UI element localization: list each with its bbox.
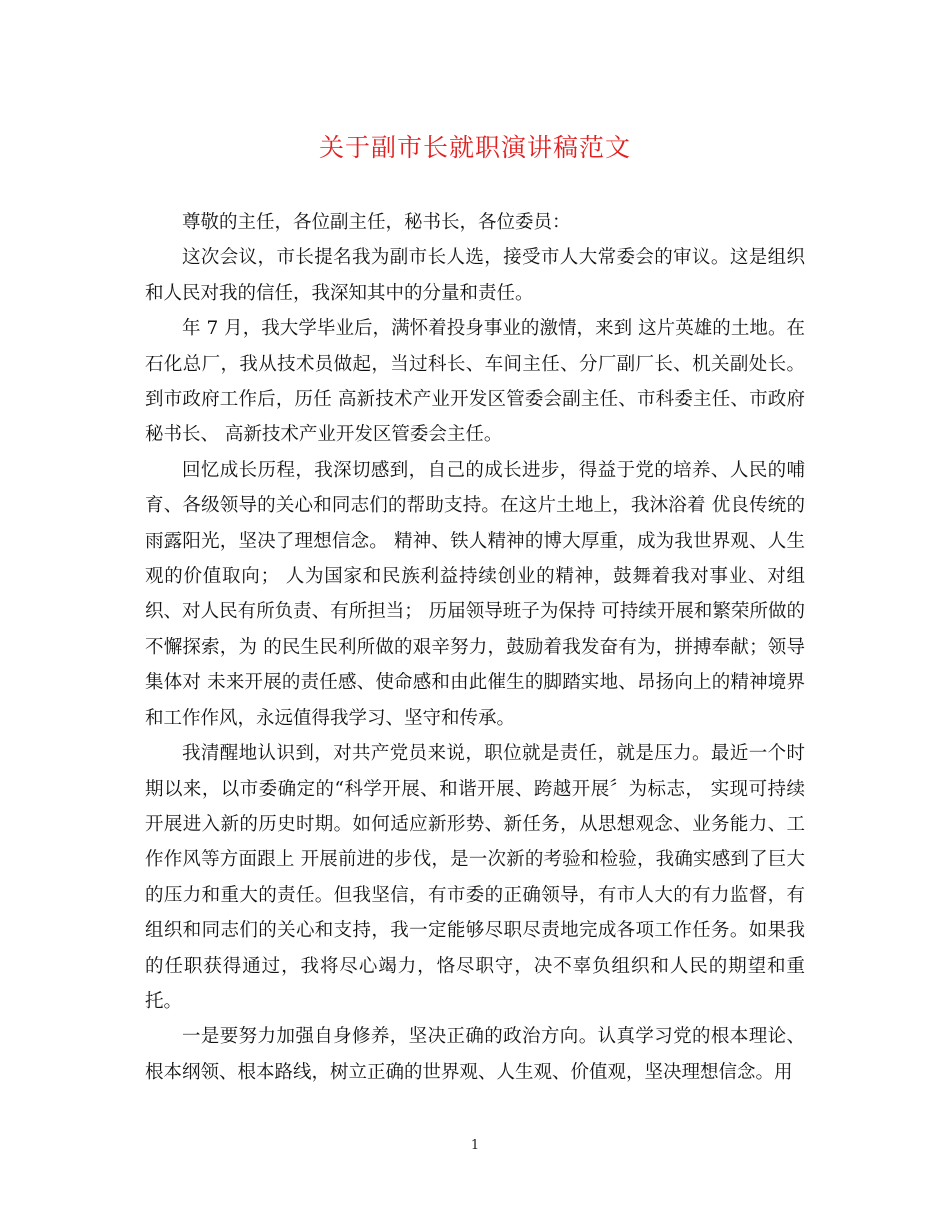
page-number: 1 [470,1138,480,1153]
paragraph-responsibility: 我清醒地认识到，对共产党员来说，职位就是责任，就是压力。最近一个时期以来，以市委确定的“科学开展、和谐开展、跨越开展〞为标志， 实现可持续开展进入新的历史时期。如何适应新形势、新任务，从思想观念、业务能力、工作作风等方面跟上 开展前进的步伐，是一次新的考验和检验，我确实感到了巨大的压力和重大的责任。但我坚信，有市委的正确领导，有市人大的有力监督，有组织和同志们的关心和支持，我一定能够尽职尽责地完成各项工作任务。如果我的任职获得通过，我将尽心竭力，恪尽职守，决不辜负组织和人民的期望和重托。 [145,743,805,1012]
paragraph-nomination: 这次会议，市长提名我为副市长人选，接受市人大常委会的审议。这是组织和人民对我的信任，我深知其中的分量和责任。 [145,247,805,304]
paragraph-salutation: 尊敬的主任，各位副主任，秘书长，各位委员： [182,212,571,233]
paragraph-career: 年 7 月，我大学毕业后，满怀着投身事业的激情，来到 这片英雄的土地。在石化总厂，我从技术员做起，当过科长、车间主任、分厂副厂长、机关副处长。到市政府工作后，历任 高新技术产业开发区管委会副主任、市科委主任、市政府秘书长、 高新技术产业开发区管委会主任。 [145,318,805,446]
document-title: 关于副市长就职演讲稿范文 [318,133,631,162]
paragraph-first-point: 一是要努力加强自身修养，坚决正确的政治方向。认真学习党的根本理论、根本纲领、根本路线，树立正确的世界观、人生观、价值观，坚决理想信念。用 [145,1026,805,1083]
paragraph-growth: 回忆成长历程，我深切感到，自己的成长进步，得益于党的培养、人民的哺育、各级领导的关心和同志们的帮助支持。在这片土地上，我沐浴着 优良传统的雨露阳光，坚决了理想信念。 精神、铁人精神的博大厚重，成为我世界观、人生观的价值取向； 人为国家和民族利益持续创业的精神，鼓舞着我对事业、对组织、对人民有所负责、有所担当； 历届领导班子为保持 可持续开展和繁荣所做的不懈探索，为 的民生民利所做的艰辛努力，鼓励着我发奋有为，拼搏奉献；领导集体对 未来开展的责任感、使命感和由此催生的脚踏实地、昂扬向上的精神境界和工作作风，永远值得我学习、坚守和传承。 [145,459,805,729]
document-body [145,205,805,1090]
